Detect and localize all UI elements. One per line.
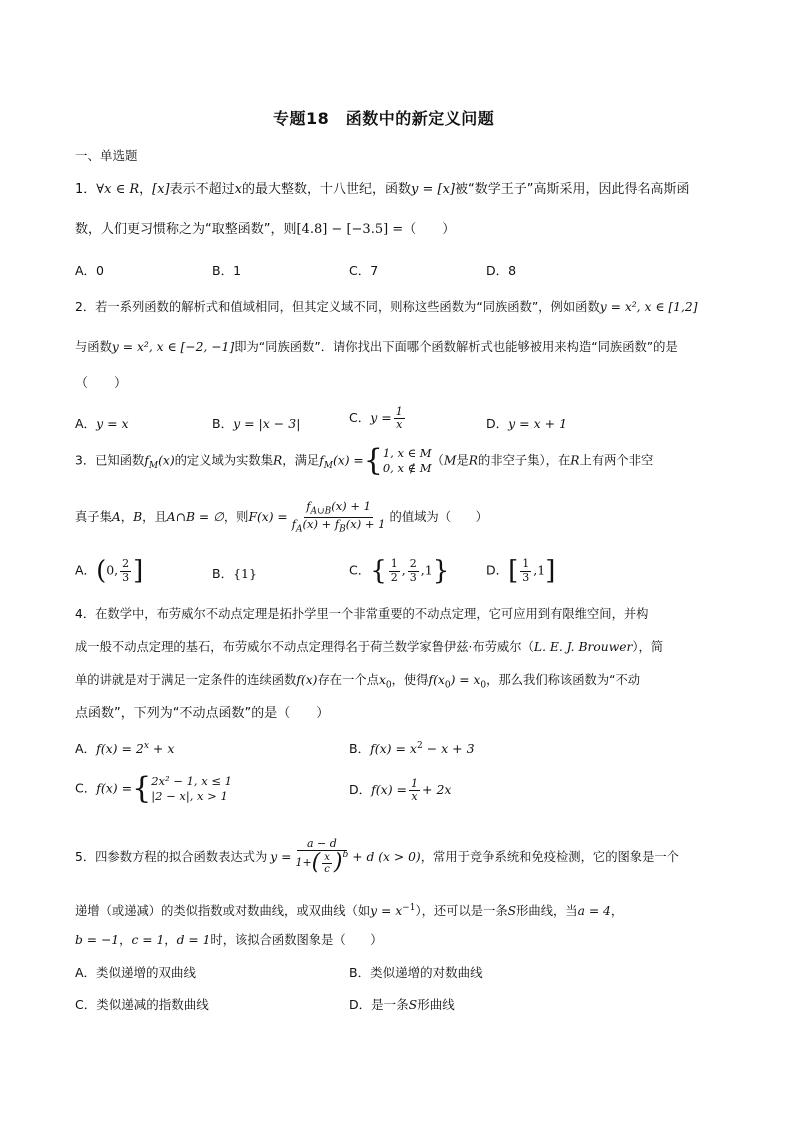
q5-option-c[interactable]: C．类似递减的指数曲线 — [75, 997, 209, 1012]
q5-option-a[interactable]: A．类似递增的双曲线 — [75, 965, 197, 980]
q2-line2: 与函数y = x², x ∈ [−2, −1]即为“同族函数”．请你找出下面哪个函数解析式也能够被用来构造“同族函数”的是 — [75, 340, 678, 354]
q1-option-c[interactable]: C．7 — [349, 263, 379, 278]
q4-line4: 点函数”，下列为“不动点函数”的是（ ） — [75, 706, 330, 721]
q4-line1: 4．在数学中，布劳威尔不动点定理是拓扑学里一个非常重要的不动点定理，它可应用到有限维空间，并构 — [75, 607, 649, 621]
q5-option-b[interactable]: B．类似递增的对数曲线 — [349, 965, 483, 980]
q3-option-d[interactable]: D．[ $\frac{1}{3}$ ,1] — [486, 556, 556, 586]
q2-option-d[interactable]: D．y = x + 1 — [486, 416, 568, 431]
q5-line3: b = −1，c = 1，d = 1时，该拟合函数图象是（ ） — [75, 933, 383, 947]
q2-option-b[interactable]: B．y = |x − 3| — [212, 416, 301, 431]
q1-line1: 1．∀x ∈ R，[x]表示不超过x的最大整数，十八世纪，函数y = [x]被“数学王子”高斯采用，因此得名高斯函 — [75, 182, 690, 197]
q4-line3: 单的讲就是对于满足一定条件的连续函数f(x)存在一个点$x_0$，使得$f(x_0) = x_0$，那么我们称该函数为“不动 — [75, 673, 641, 691]
q2-option-a[interactable]: A．y = x — [75, 416, 129, 431]
section-heading: 一、单选题 — [75, 148, 138, 163]
q3-line1: 3．已知函数$f_M(x)$的定义域为实数集R，满足$f_M(x)$ ={ 1, x ∈ M 0, x ∉ M （M是R的非空子集），在R上有两个非空 — [75, 443, 654, 478]
q2-line1: 2．若一系列函数的解析式和值域相同，但其定义域不同，则称这些函数为“同族函数”，例如函数y = x², x ∈ [1,2] — [75, 300, 698, 314]
q1-line2: 数，人们更习惯称之为“取整函数”，则[4.8] − [−3.5] =（ ） — [75, 222, 456, 237]
q4-option-b[interactable]: B．$f(x) = x^2 - x + 3$ — [349, 740, 475, 756]
q3-option-a[interactable]: A．(0, $\frac{2}{3}$ ] — [75, 556, 144, 586]
q4-option-d[interactable]: D．f(x) = $\frac{1}{x}$ + 2x — [349, 777, 452, 804]
q3-option-b[interactable]: B．{1} — [212, 566, 257, 581]
q4-option-c[interactable]: C．f(x) ={ 2x² − 1, x ≤ 1 |2 − x|, x > 1 — [75, 771, 232, 806]
q2-option-c[interactable]: C．y = $\frac{1}{x}$ — [349, 405, 403, 432]
q3-option-c[interactable]: C．{ $\frac{1}{2}$ , $\frac{2}{3}$ ,1} — [349, 556, 450, 586]
document-title: 专题18 函数中的新定义问题 — [273, 109, 495, 128]
q5-line2: 递增（或递减）的类似指数或对数曲线，或双曲线（如$y = x^{-1}$），还可以是一条S形曲线，当a = 4， — [75, 903, 624, 919]
q1-option-b[interactable]: B．1 — [212, 263, 242, 278]
q2-line3: （ ） — [75, 376, 128, 391]
q4-line2: 成一般不动点定理的基石，布劳威尔不动点定理得名于荷兰数学家鲁伊兹·布劳威尔（L. E. J. Brouwer），简 — [75, 640, 664, 654]
q1-option-d[interactable]: D．8 — [486, 263, 517, 278]
q4-option-a[interactable]: A．$f(x) = 2^x + x$ — [75, 740, 175, 756]
q3-line2: 真子集A，B，且A∩B = ∅，则F(x) = $\frac{f_{A\cup B}(x) + 1}{f_A(x) + f_B(x) + 1}$ 的值域为（ ） — [75, 499, 488, 535]
q5-option-d[interactable]: D．是一条S形曲线 — [349, 997, 455, 1012]
q5-line1: 5．四参数方程的拟合函数表达式为 y = a − d 1+ ( $\frac{x}{c}$ ) $^b$ + d (x > 0) ，常用于竞争系统和免疫检测，它的图象是一个 — [75, 837, 679, 876]
q1-option-a[interactable]: A．0 — [75, 263, 105, 278]
